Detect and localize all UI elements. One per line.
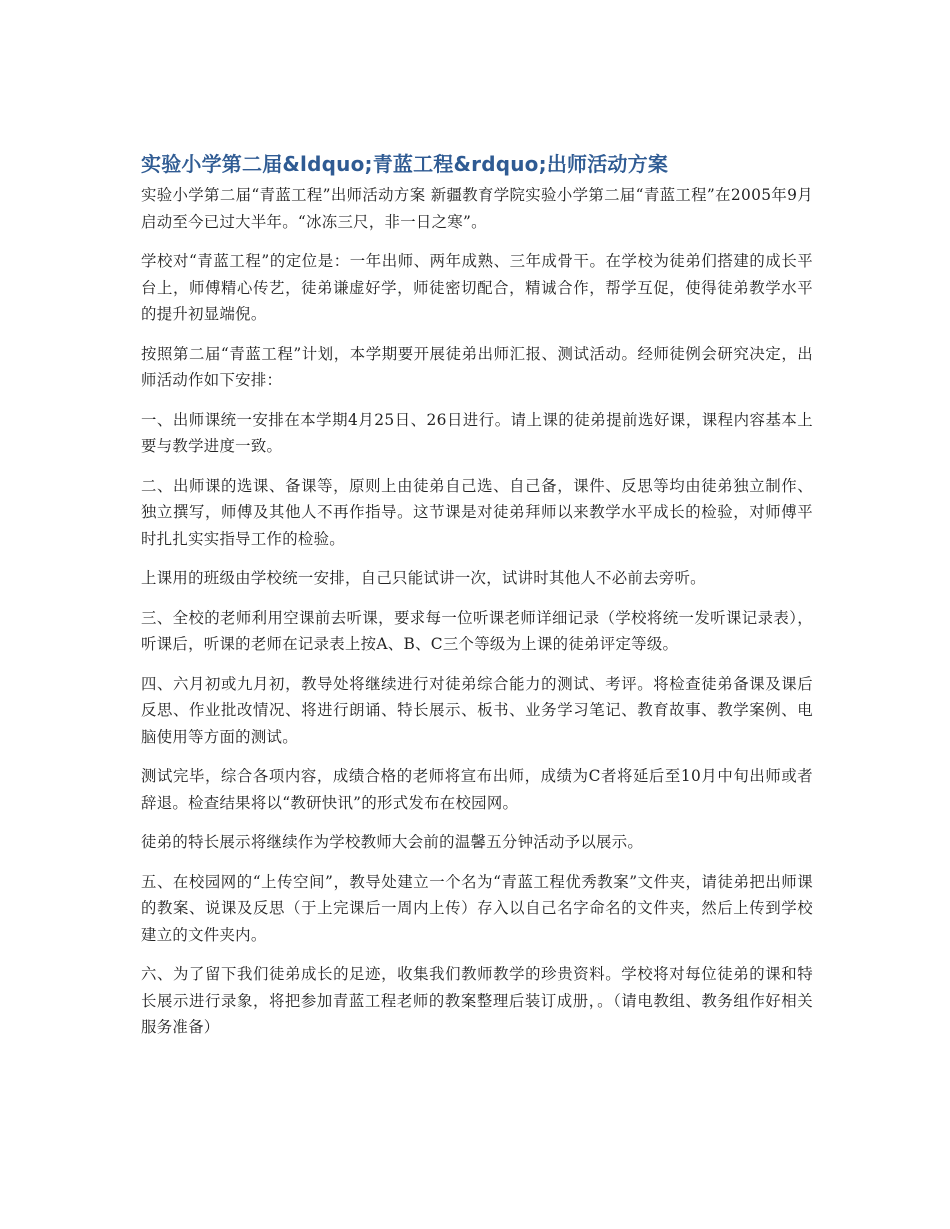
paragraph-item-5: 五、在校园网的“上传空间”，教导处建立一个名为“青蓝工程优秀教案”文件夹，请徒弟把出师课的教案、说课及反思（于上完课后一周内上传）存入以自己名字命名的文件夹，然后上传到学校建立的文件夹内。 xyxy=(141,872,813,944)
document-title: 实验小学第二届&ldquo;青蓝工程&rdquo;出师活动方案 xyxy=(141,152,669,176)
document-page xyxy=(141,150,813,1054)
paragraph-class-arrangement: 上课用的班级由学校统一安排，自己只能试讲一次，试讲时其他人不必前去旁听。 xyxy=(141,569,706,587)
paragraph-item-2: 二、出师课的选课、备课等，原则上由徒弟自己选、自己备，课件、反思等均由徒弟独立制作、独立撰写，师傅及其他人不再作指导。这节课是对徒弟拜师以来教学水平成长的检验，对师傅平时扎扎实实指导工作的检验。 xyxy=(141,476,813,548)
paragraph-item-1: 一、出师课统一安排在本学期4月25日、26日进行。请上课的徒弟提前选好课，课程内容基本上要与教学进度一致。 xyxy=(141,410,813,455)
paragraph-intro: 实验小学第二届“青蓝工程”出师活动方案 新疆教育学院实验小学第二届“青蓝工程”在2005年9月启动至今已过大半年。“冰冻三尺，非一日之寒”。 xyxy=(141,186,813,231)
paragraph-item-3: 三、全校的老师利用空课前去听课，要求每一位听课老师详细记录（学校将统一发听课记录表），听课后，听课的老师在记录表上按A、B、C三个等级为上课的徒弟评定等级。 xyxy=(141,608,813,653)
paragraph-plan: 按照第二届“青蓝工程”计划，本学期要开展徒弟出师汇报、测试活动。经师徒例会研究决定，出师活动作如下安排： xyxy=(141,344,813,389)
paragraph-talent-show: 徒弟的特长展示将继续作为学校教师大会前的温馨五分钟活动予以展示。 xyxy=(141,833,644,851)
paragraph-positioning: 学校对“青蓝工程”的定位是：一年出师、两年成熟、三年成骨干。在学校为徒弟们搭建的成长平台上，师傅精心传艺，徒弟谦虚好学，师徒密切配合，精诚合作，帮学互促，使得徒弟教学水平的提升初显端倪。 xyxy=(141,252,813,323)
paragraph-test-result: 测试完毕，综合各项内容，成绩合格的老师将宣布出师，成绩为C者将延后至10月中旬出师或者辞退。检查结果将以“教研快讯”的形式发布在校园网。 xyxy=(141,767,813,812)
paragraph-item-6: 六、为了留下我们徒弟成长的足迹，收集我们教师教学的珍贵资料。学校将对每位徒弟的课和特长展示进行录象，将把参加青蓝工程老师的教案整理后装订成册，。（请电教组、教务组作好相关服务准备） xyxy=(141,965,813,1036)
paragraph-item-4: 四、六月初或九月初，教导处将继续进行对徒弟综合能力的测试、考评。将检查徒弟备课及课后反思、作业批改情况、将进行朗诵、特长展示、板书、业务学习笔记、教育故事、教学案例、电脑使用等方面的测试。 xyxy=(141,674,813,746)
